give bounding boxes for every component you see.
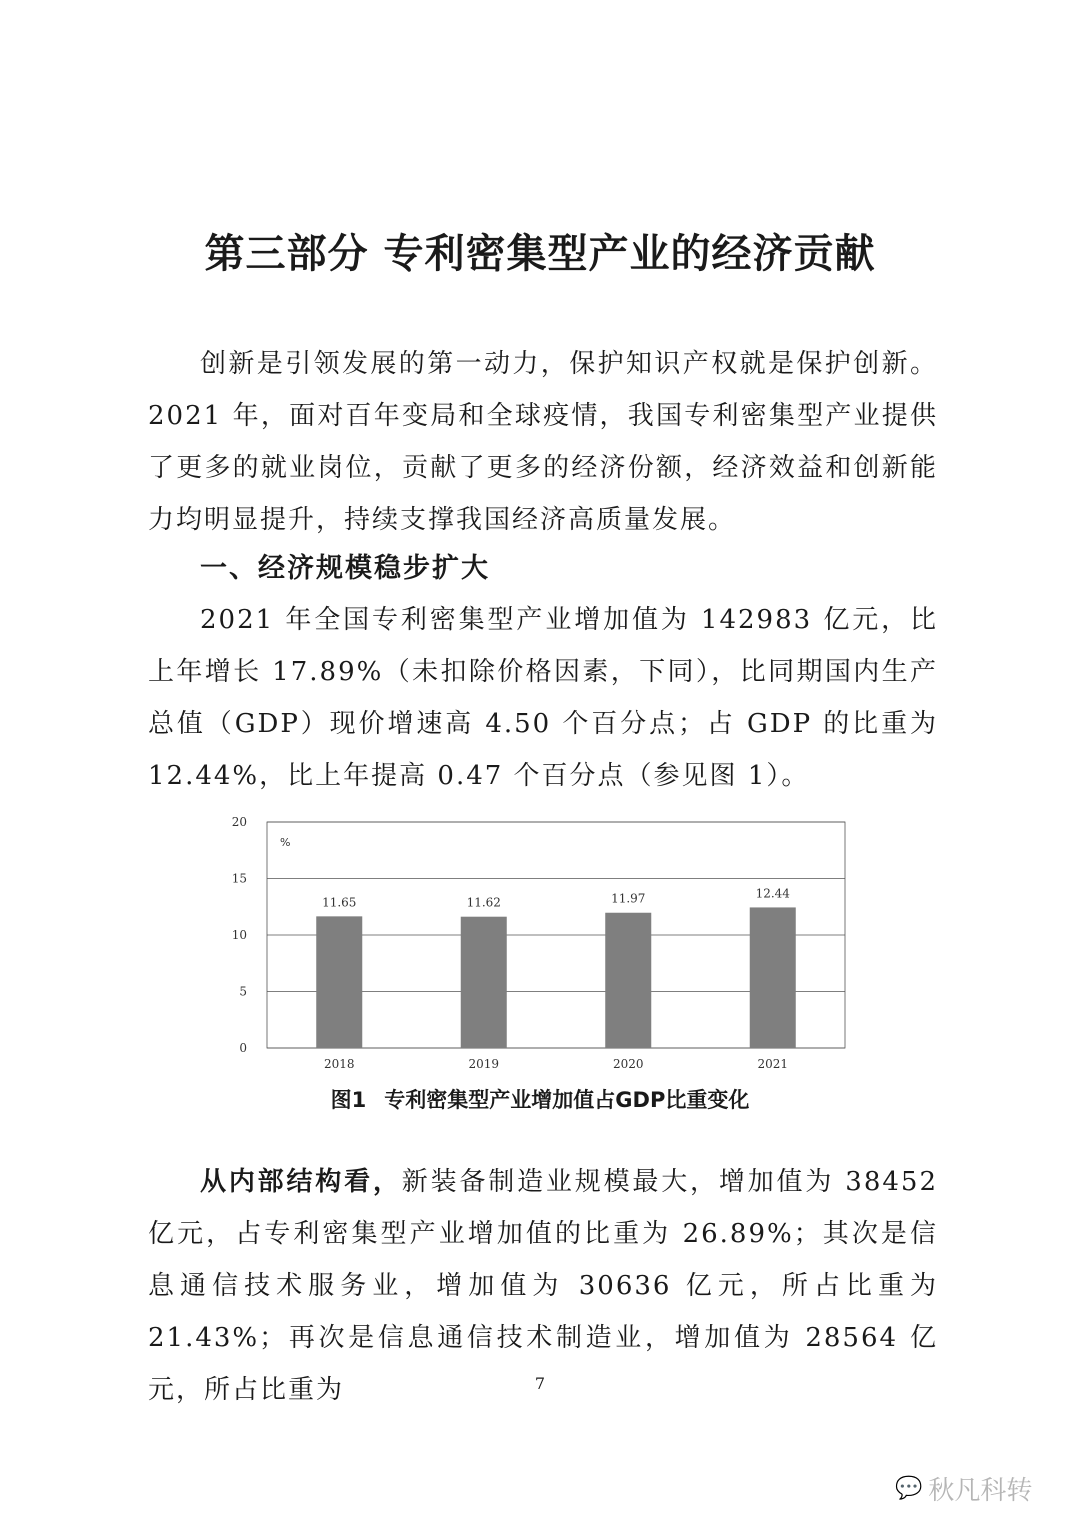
y-tick-label: 5 — [239, 984, 247, 999]
y-tick-label: 20 — [231, 815, 247, 829]
data-label: 12.44 — [755, 886, 790, 901]
data-label: 11.62 — [466, 895, 501, 910]
x-tick-label: 2021 — [757, 1057, 789, 1071]
intro-paragraph-block — [148, 338, 938, 546]
figure-number: 图1 — [330, 1088, 367, 1112]
section-heading: 一、经济规模稳步扩大 — [200, 553, 490, 584]
data-label: 11.65 — [322, 895, 357, 910]
bar — [461, 917, 507, 1048]
page-number: 7 — [534, 1374, 546, 1393]
structure-paragraph-text: 新装备制造业规模最大，增加值为 38452 亿元，占专利密集型产业增加值的比重为 26.89%；其次是信息通信技术服务业，增加值为 30636 亿元，所占比重为 21.43%；再次是信息通信技术制造业，增加值为 28564 亿元，所占比重为 — [148, 1167, 938, 1405]
structure-lead: 从内部结构看， — [200, 1167, 402, 1197]
figure-caption — [0, 1084, 1080, 1114]
unit-label: % — [280, 836, 291, 849]
y-tick-label: 10 — [231, 928, 247, 942]
wechat-icon: 💬 — [895, 1476, 923, 1501]
page-title: 第三部分 专利密集型产业的经济贡献 — [204, 231, 876, 277]
gdp-share-bar-chart — [220, 810, 870, 1080]
y-tick-label: 0 — [239, 1041, 247, 1055]
x-tick-label: 2019 — [468, 1057, 500, 1071]
x-tick-label: 2020 — [612, 1057, 644, 1071]
bar — [750, 907, 796, 1048]
figure-caption-text: 专利密集型产业增加值占GDP比重变化 — [384, 1088, 750, 1112]
x-tick-label: 2018 — [323, 1057, 355, 1071]
bar — [316, 916, 362, 1048]
section-paragraph-block — [148, 594, 938, 802]
intro-paragraph: 创新是引领发展的第一动力，保护知识产权就是保护创新。2021 年，面对百年变局和全球疫情，我国专利密集型产业提供了更多的就业岗位，贡献了更多的经济份额，经济效益和创新能力均明显提升，持续支撑我国经济高质量发展。 — [148, 349, 938, 535]
data-label: 11.97 — [611, 891, 646, 906]
section-paragraph: 2021 年全国专利密集型产业增加值为 142983 亿元，比上年增长 17.89%（未扣除价格因素，下同），比同期国内生产总值（GDP）现价增速高 4.50 个百分点；占 GDP 的比重为 12.44%，比上年提高 0.47 个百分点（参见图 1）。 — [148, 605, 938, 791]
watermark — [895, 1470, 1032, 1507]
y-tick-label: 15 — [231, 871, 247, 886]
watermark-text: 秋凡科转 — [928, 1476, 1033, 1506]
bar — [605, 913, 651, 1048]
